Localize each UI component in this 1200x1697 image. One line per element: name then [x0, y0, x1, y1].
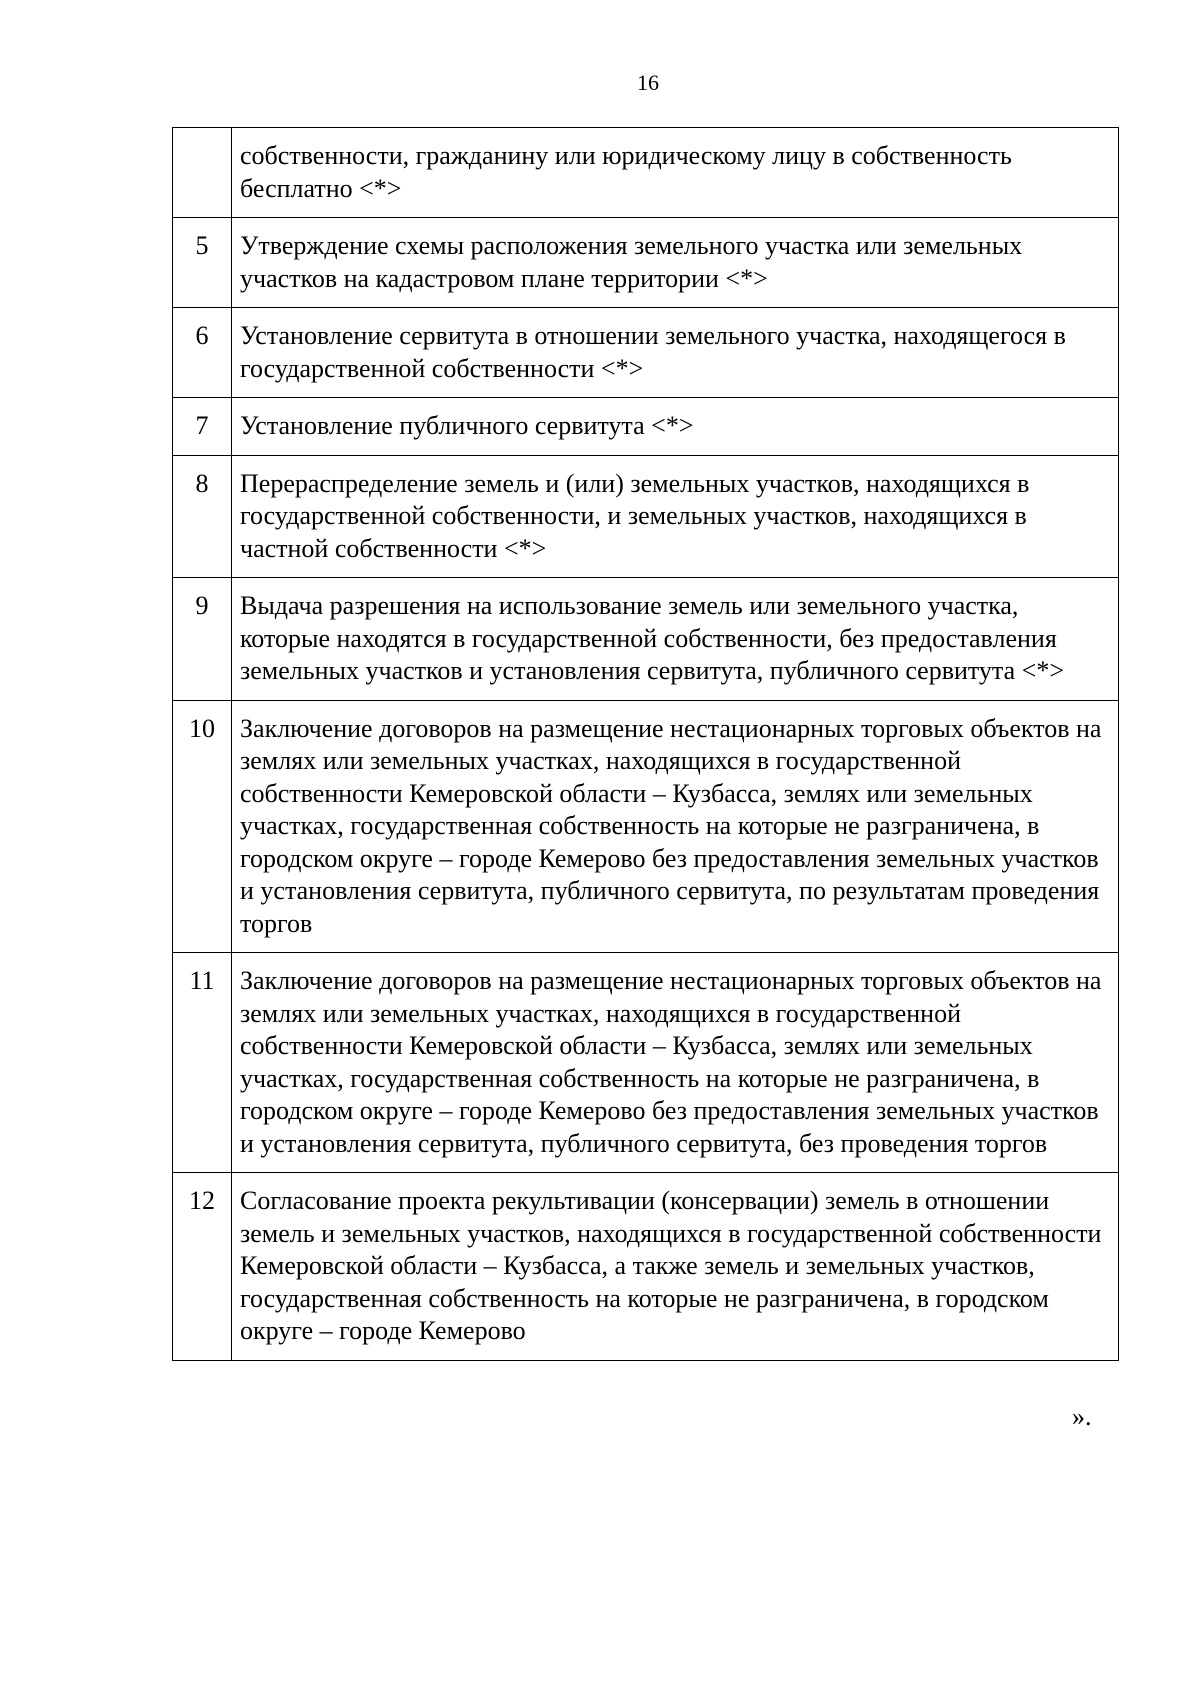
row-number: 5 — [173, 218, 232, 308]
row-text: Перераспределение земель и (или) земельных участков, находящихся в государственной собственности, и земельных участков, находящихся в частной собственности <*> — [232, 455, 1119, 578]
row-text: Утверждение схемы расположения земельного участка или земельных участков на кадастровом плане территории <*> — [232, 218, 1119, 308]
table-row — [173, 953, 1119, 1173]
row-text: Установление публичного сервитута <*> — [232, 398, 1119, 456]
table-row — [173, 578, 1119, 701]
row-number: 11 — [173, 953, 232, 1173]
services-table — [172, 127, 1119, 1361]
row-number: 12 — [173, 1173, 232, 1361]
row-text: собственности, гражданину или юридическому лицу в собственность бесплатно <*> — [232, 128, 1119, 218]
table-row — [173, 398, 1119, 456]
table-row — [173, 455, 1119, 578]
row-number: 8 — [173, 455, 232, 578]
row-text: Выдача разрешения на использование земель или земельного участка, которые находятся в государственной собственности, без предоставления земельных участков и установления сервитута, публичного сервитута <*> — [232, 578, 1119, 701]
table-row — [173, 1173, 1119, 1361]
table-row — [173, 700, 1119, 953]
row-number: 7 — [173, 398, 232, 456]
row-text: Заключение договоров на размещение нестационарных торговых объектов на землях или земельных участках, находящихся в государственной собственности Кемеровской области – Кузбасса, землях или земельных участках, государственная собственность на которые не разграничена, в городском округе – городе Кемерово без предоставления земельных участков и установления сервитута, публичного сервитута, по результатам проведения торгов — [232, 700, 1119, 953]
table-row — [173, 128, 1119, 218]
row-number: 10 — [173, 700, 232, 953]
table-row — [173, 308, 1119, 398]
row-text: Заключение договоров на размещение нестационарных торговых объектов на землях или земельных участках, находящихся в государственной собственности Кемеровской области – Кузбасса, землях или земельных участках, государственная собственность на которые не разграничена, в городском округе – городе Кемерово без предоставления земельных участков и установления сервитута, публичного сервитута, без проведения торгов — [232, 953, 1119, 1173]
table-row — [173, 218, 1119, 308]
row-number: 9 — [173, 578, 232, 701]
page-number: 16 — [637, 70, 659, 95]
row-text: Согласование проекта рекультивации (консервации) земель в отношении земель и земельных участков, находящихся в государственной собственности Кемеровской области – Кузбасса, а также земель и земельных участков, государственная собственность на которые не разграничена, в городском округе – городе Кемерово — [232, 1173, 1119, 1361]
row-number: 6 — [173, 308, 232, 398]
row-number — [173, 128, 232, 218]
closing-quote-mark: ». — [1072, 1402, 1092, 1431]
row-text: Установление сервитута в отношении земельного участка, находящегося в государственной собственности <*> — [232, 308, 1119, 398]
